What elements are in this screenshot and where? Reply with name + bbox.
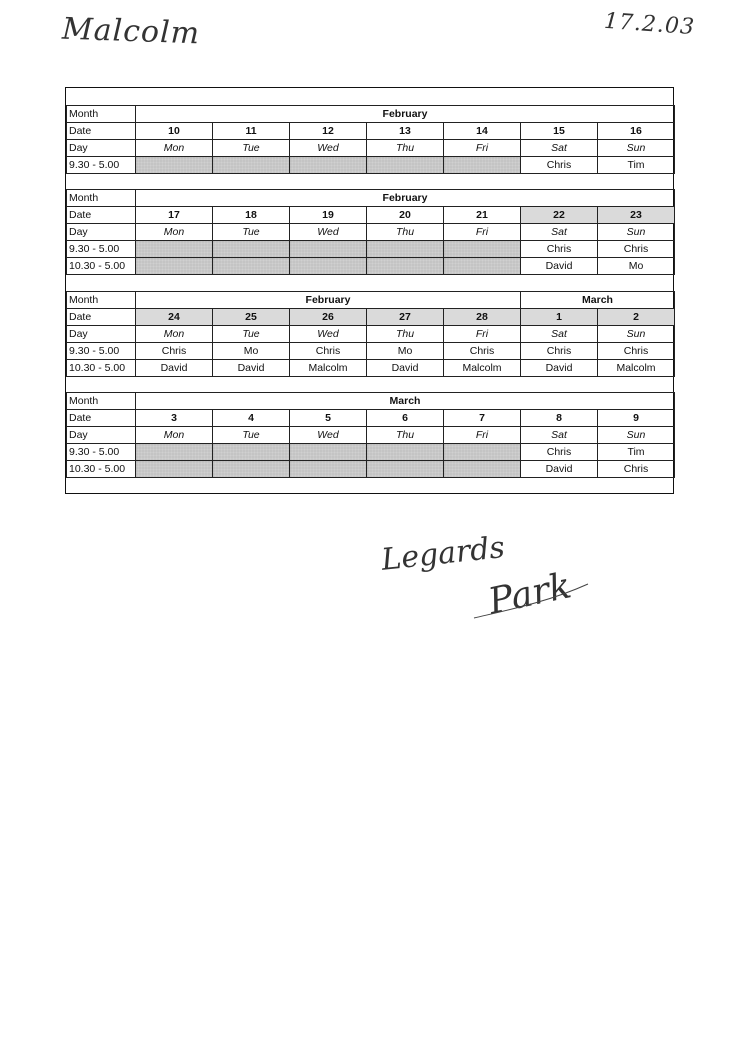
closed-cell <box>367 241 444 258</box>
closed-cell <box>136 241 213 258</box>
shift-row <box>67 461 675 478</box>
date-row <box>67 123 675 140</box>
staff-cell: Chris <box>136 343 213 360</box>
row-label: Day <box>67 140 136 157</box>
date-cell: 22 <box>521 207 598 224</box>
closed-cell <box>136 461 213 478</box>
week-table <box>66 189 675 275</box>
staff-cell: David <box>521 258 598 275</box>
closed-cell <box>213 444 290 461</box>
day-cell: Sat <box>521 224 598 241</box>
staff-cell: Tim <box>598 444 675 461</box>
date-cell: 20 <box>367 207 444 224</box>
day-cell: Sun <box>598 140 675 157</box>
row-label: Date <box>67 123 136 140</box>
month-cell: February <box>136 292 521 309</box>
closed-cell <box>367 157 444 174</box>
closed-cell <box>213 157 290 174</box>
day-cell: Mon <box>136 224 213 241</box>
date-cell: 5 <box>290 410 367 427</box>
date-cell: 19 <box>290 207 367 224</box>
day-cell: Sat <box>521 326 598 343</box>
closed-cell <box>367 461 444 478</box>
closed-cell <box>290 461 367 478</box>
date-cell: 26 <box>290 309 367 326</box>
date-cell: 23 <box>598 207 675 224</box>
shift-row <box>67 444 675 461</box>
day-row <box>67 427 675 444</box>
day-cell: Sat <box>521 140 598 157</box>
row-label: 9.30 - 5.00 <box>67 343 136 360</box>
closed-cell <box>367 258 444 275</box>
day-cell: Tue <box>213 140 290 157</box>
date-cell: 10 <box>136 123 213 140</box>
staff-cell: Mo <box>598 258 675 275</box>
closed-cell <box>444 241 521 258</box>
date-cell: 24 <box>136 309 213 326</box>
signature-line-1: Legards <box>379 530 507 578</box>
day-cell: Tue <box>213 326 290 343</box>
row-label: 10.30 - 5.00 <box>67 258 136 275</box>
staff-cell: David <box>521 461 598 478</box>
date-cell: 1 <box>521 309 598 326</box>
closed-cell <box>136 444 213 461</box>
closed-cell <box>213 461 290 478</box>
closed-cell <box>290 157 367 174</box>
day-cell: Fri <box>444 224 521 241</box>
day-cell: Thu <box>367 427 444 444</box>
date-cell: 14 <box>444 123 521 140</box>
staff-cell: Chris <box>521 157 598 174</box>
row-label: 9.30 - 5.00 <box>67 444 136 461</box>
date-cell: 3 <box>136 410 213 427</box>
date-cell: 25 <box>213 309 290 326</box>
staff-cell: David <box>367 360 444 377</box>
shift-row <box>67 241 675 258</box>
week-table <box>66 392 675 478</box>
closed-cell <box>444 157 521 174</box>
staff-cell: Tim <box>598 157 675 174</box>
date-cell: 13 <box>367 123 444 140</box>
day-cell: Thu <box>367 326 444 343</box>
closed-cell <box>136 157 213 174</box>
day-cell: Tue <box>213 224 290 241</box>
row-label: 9.30 - 5.00 <box>67 157 136 174</box>
date-cell: 2 <box>598 309 675 326</box>
closed-cell <box>444 461 521 478</box>
row-label: Month <box>67 393 136 410</box>
staff-cell: Chris <box>290 343 367 360</box>
month-cell: February <box>136 106 675 123</box>
day-row <box>67 326 675 343</box>
day-cell: Thu <box>367 140 444 157</box>
day-cell: Mon <box>136 427 213 444</box>
staff-cell: Chris <box>444 343 521 360</box>
date-cell: 16 <box>598 123 675 140</box>
month-row <box>67 292 675 309</box>
week-table <box>66 291 675 377</box>
handwritten-name: Malcolm <box>61 11 201 52</box>
staff-cell: Chris <box>521 444 598 461</box>
row-label: Day <box>67 224 136 241</box>
date-cell: 11 <box>213 123 290 140</box>
date-cell: 27 <box>367 309 444 326</box>
day-cell: Wed <box>290 140 367 157</box>
date-cell: 12 <box>290 123 367 140</box>
closed-cell <box>136 258 213 275</box>
closed-cell <box>367 444 444 461</box>
signature <box>378 522 618 632</box>
day-cell: Wed <box>290 224 367 241</box>
day-cell: Fri <box>444 326 521 343</box>
staff-cell: Chris <box>598 241 675 258</box>
day-cell: Sun <box>598 427 675 444</box>
row-label: Day <box>67 326 136 343</box>
staff-cell: Chris <box>521 343 598 360</box>
day-cell: Thu <box>367 224 444 241</box>
row-label: Day <box>67 427 136 444</box>
date-cell: 8 <box>521 410 598 427</box>
date-cell: 9 <box>598 410 675 427</box>
closed-cell <box>444 258 521 275</box>
rota-table <box>65 87 674 494</box>
day-cell: Wed <box>290 326 367 343</box>
date-cell: 7 <box>444 410 521 427</box>
day-row <box>67 224 675 241</box>
month-cell: March <box>136 393 675 410</box>
day-cell: Wed <box>290 427 367 444</box>
row-label: 9.30 - 5.00 <box>67 241 136 258</box>
shift-row <box>67 258 675 275</box>
day-cell: Tue <box>213 427 290 444</box>
date-row <box>67 410 675 427</box>
closed-cell <box>213 241 290 258</box>
day-cell: Fri <box>444 427 521 444</box>
staff-cell: David <box>136 360 213 377</box>
row-label: Month <box>67 190 136 207</box>
staff-cell: Mo <box>367 343 444 360</box>
date-row <box>67 207 675 224</box>
staff-cell: Malcolm <box>598 360 675 377</box>
row-label: Date <box>67 410 136 427</box>
row-label: 10.30 - 5.00 <box>67 360 136 377</box>
date-cell: 28 <box>444 309 521 326</box>
row-label: Date <box>67 207 136 224</box>
staff-cell: Chris <box>598 461 675 478</box>
day-row <box>67 140 675 157</box>
day-cell: Sun <box>598 326 675 343</box>
row-label: Month <box>67 106 136 123</box>
month-cell: February <box>136 190 675 207</box>
shift-row <box>67 360 675 377</box>
staff-cell: Chris <box>598 343 675 360</box>
closed-cell <box>444 444 521 461</box>
closed-cell <box>290 258 367 275</box>
shift-row <box>67 343 675 360</box>
staff-cell: David <box>521 360 598 377</box>
month-row <box>67 393 675 410</box>
staff-cell: David <box>213 360 290 377</box>
closed-cell <box>290 241 367 258</box>
date-cell: 18 <box>213 207 290 224</box>
date-cell: 17 <box>136 207 213 224</box>
month-row <box>67 106 675 123</box>
staff-cell: Malcolm <box>444 360 521 377</box>
date-row <box>67 309 675 326</box>
day-cell: Mon <box>136 326 213 343</box>
closed-cell <box>290 444 367 461</box>
signature-line-2: Park <box>485 565 575 623</box>
day-cell: Fri <box>444 140 521 157</box>
closed-cell <box>213 258 290 275</box>
row-label: Month <box>67 292 136 309</box>
staff-cell: Chris <box>521 241 598 258</box>
date-cell: 15 <box>521 123 598 140</box>
staff-cell: Mo <box>213 343 290 360</box>
day-cell: Sun <box>598 224 675 241</box>
date-cell: 21 <box>444 207 521 224</box>
month-cell: March <box>521 292 675 309</box>
day-cell: Sat <box>521 427 598 444</box>
row-label: 10.30 - 5.00 <box>67 461 136 478</box>
staff-cell: Malcolm <box>290 360 367 377</box>
handwritten-date: 17.2.03 <box>603 8 696 41</box>
day-cell: Mon <box>136 140 213 157</box>
date-cell: 6 <box>367 410 444 427</box>
row-label: Date <box>67 309 136 326</box>
week-table <box>66 105 675 174</box>
date-cell: 4 <box>213 410 290 427</box>
shift-row <box>67 157 675 174</box>
month-row <box>67 190 675 207</box>
